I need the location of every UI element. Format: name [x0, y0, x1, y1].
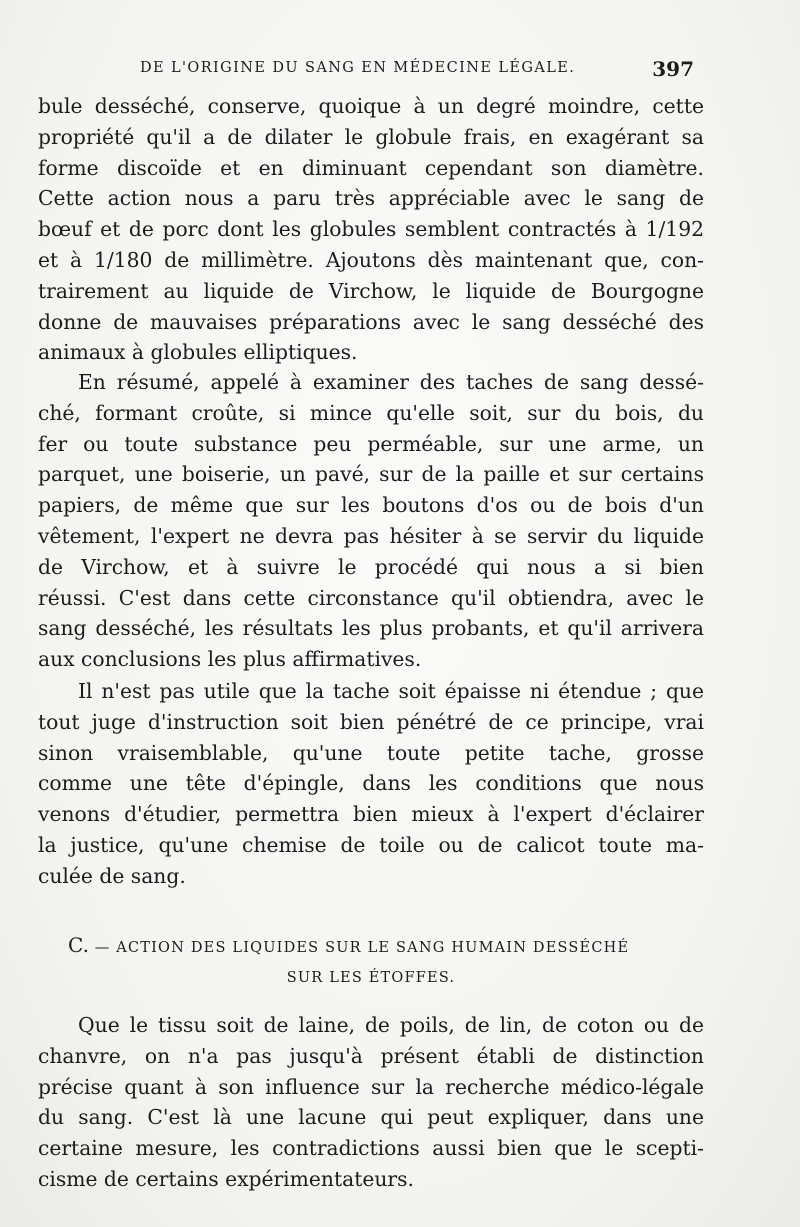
text-line: sinon vraisemblable, qu'une toute petite tache, grosse	[38, 740, 704, 765]
text-line: bœuf et de porc dont les globules semblent contractés à 1/192	[38, 217, 704, 242]
section-label: C.	[68, 933, 89, 957]
text-line: comme une tête d'épingle, dans les conditions que nous	[38, 771, 704, 796]
text-line: réussi. C'est dans cette circonstance qu'il obtiendra, avec le	[38, 585, 704, 610]
running-title: DE L'ORIGINE DU SANG EN MÉDECINE LÉGALE.	[140, 60, 576, 76]
text-line: bule desséché, conserve, quoique à un degré moindre, cette	[38, 94, 704, 118]
text-line: donne de mauvaises préparations avec le sang desséché des	[38, 309, 704, 334]
paragraph-1	[38, 91, 704, 368]
page-header	[140, 57, 700, 84]
text-line: venons d'étudier, permettra bien mieux à l'expert d'éclairer	[38, 802, 704, 827]
text-line: Que le tissu soit de laine, de poils, de lin, de coton ou de	[78, 1013, 704, 1037]
section-heading-line-1	[38, 930, 704, 963]
text-line: vêtement, l'expert ne devra pas hésiter à se servir du liquide	[38, 523, 704, 548]
text-line: forme discoïde et en diminuant cependant son diamètre.	[38, 155, 704, 180]
text-line: précise quant à son influence sur la recherche médico-légale	[38, 1074, 704, 1099]
page-number: 397	[652, 57, 694, 81]
text-line: En résumé, appelé à examiner des taches de sang dessé-	[78, 370, 704, 394]
text-line: parquet, une boiserie, un pavé, sur de la paille et sur certains	[38, 462, 704, 487]
text-line: chanvre, on n'a pas jusqu'à présent établi de distinction	[38, 1043, 704, 1068]
text-line: Il n'est pas utile que la tache soit épaisse ni étendue ; que	[78, 679, 704, 703]
text-line: aux conclusions les plus affirmatives.	[38, 647, 422, 672]
text-line: fer ou toute substance peu perméable, sur une arme, un	[38, 431, 704, 456]
text-line: culée de sang.	[38, 863, 186, 888]
text-line: cisme de certains expérimentateurs.	[38, 1166, 414, 1191]
paragraph-3	[38, 676, 704, 892]
section-dash: —	[94, 940, 111, 956]
section-title-line-1: ACTION DES LIQUIDES SUR LE SANG HUMAIN DESSÉCHÉ	[116, 940, 630, 956]
text-line: papiers, de même que sur les boutons d'os ou de bois d'un	[38, 493, 704, 518]
section-title-line-2: SUR LES ÉTOFFES.	[286, 970, 456, 986]
text-line: sang desséché, les résultats les plus probants, et qu'il arrivera	[38, 616, 704, 641]
paragraph-4	[38, 1010, 704, 1195]
text-line: tout juge d'instruction soit bien pénétré de ce principe, vrai	[38, 709, 704, 734]
text-line: Cette action nous a paru très appréciable avec le sang de	[38, 186, 704, 211]
text-line: trairement au liquide de Virchow, le liquide de Bourgogne	[38, 278, 704, 303]
text-line: ché, formant croûte, si mince qu'elle soit, sur du bois, du	[38, 400, 704, 425]
text-line: la justice, qu'une chemise de toile ou de calicot toute ma-	[38, 832, 704, 857]
text-line: animaux à globules elliptiques.	[38, 340, 358, 365]
paragraph-2	[38, 367, 704, 675]
text-line: certaine mesure, les contradictions aussi bien que le scepti-	[38, 1136, 704, 1161]
text-line: de Virchow, et à suivre le procédé qui nous a si bien	[38, 554, 704, 579]
section-heading	[38, 930, 704, 993]
text-line: propriété qu'il a de dilater le globule frais, en exagérant sa	[38, 124, 704, 149]
text-line: du sang. C'est là une lacune qui peut expliquer, dans une	[38, 1105, 704, 1130]
text-line: et à 1/180 de millimètre. Ajoutons dès maintenant que, con-	[38, 247, 704, 272]
